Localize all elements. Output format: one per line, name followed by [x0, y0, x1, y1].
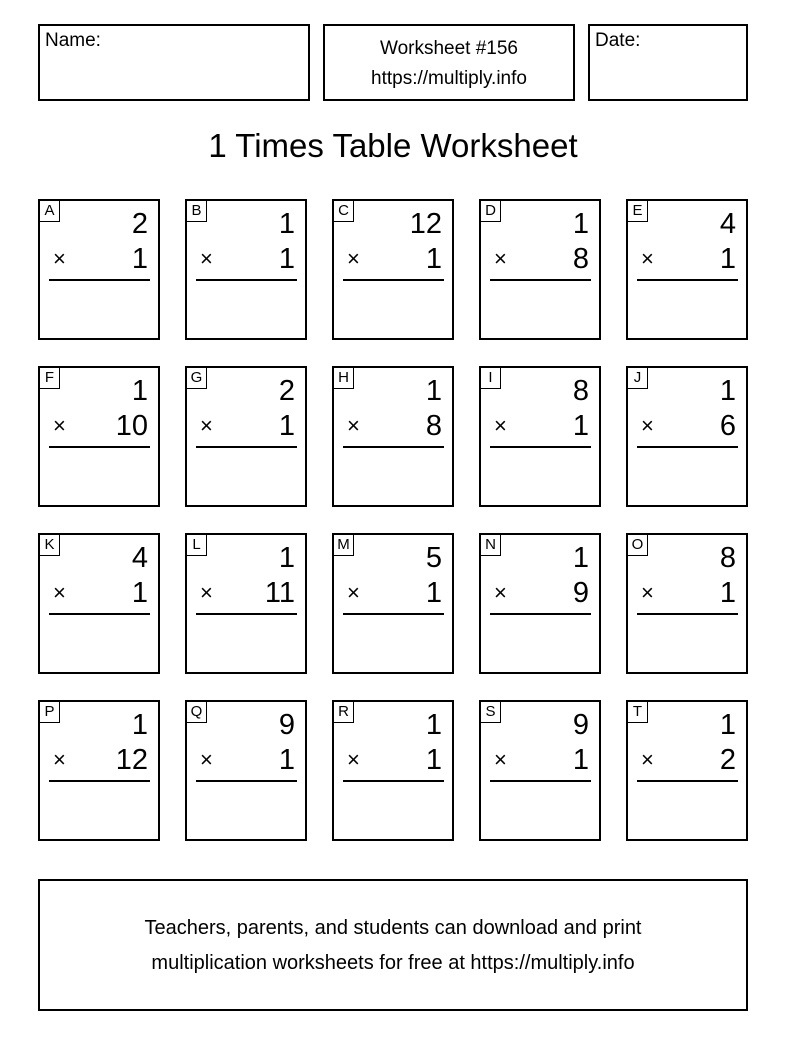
answer-line	[637, 613, 738, 615]
problem-multiplicand: 4	[719, 208, 736, 240]
answer-line	[490, 446, 591, 448]
problem-multiplicand: 1	[572, 208, 589, 240]
multiply-sign-icon: ×	[200, 747, 213, 772]
problem-letter: O	[628, 535, 648, 556]
problem-card[interactable]	[479, 366, 601, 507]
problem-multiplier: 1	[719, 243, 736, 275]
answer-line	[343, 446, 444, 448]
problem-multiplicand: 8	[572, 375, 589, 407]
worksheet-info-box	[323, 24, 575, 101]
problem-multiplier: 1	[131, 577, 148, 609]
answer-line	[490, 279, 591, 281]
problem-multiplier: 1	[719, 577, 736, 609]
multiply-sign-icon: ×	[200, 413, 213, 438]
answer-line	[637, 446, 738, 448]
multiply-sign-icon: ×	[200, 580, 213, 605]
problem-letter: F	[40, 368, 60, 389]
problem-multiplier: 1	[131, 243, 148, 275]
multiply-sign-icon: ×	[494, 246, 507, 271]
problem-multiplier: 1	[278, 410, 295, 442]
problem-multiplicand: 1	[719, 709, 736, 741]
multiply-sign-icon: ×	[494, 413, 507, 438]
answer-line	[196, 613, 297, 615]
multiply-sign-icon: ×	[347, 580, 360, 605]
answer-line	[196, 780, 297, 782]
problem-multiplicand: 9	[278, 709, 295, 741]
problem-letter: N	[481, 535, 501, 556]
problem-card[interactable]	[185, 199, 307, 340]
answer-line	[196, 279, 297, 281]
problem-card[interactable]	[332, 366, 454, 507]
problem-multiplicand: 1	[131, 709, 148, 741]
footer-box	[38, 879, 748, 1011]
problem-multiplicand: 1	[425, 375, 442, 407]
answer-line	[49, 780, 150, 782]
problem-multiplicand: 1	[425, 709, 442, 741]
answer-line	[343, 613, 444, 615]
problem-multiplier: 10	[115, 410, 148, 442]
problem-letter: E	[628, 201, 648, 222]
problem-multiplier: 1	[572, 410, 589, 442]
problem-multiplicand: 4	[131, 542, 148, 574]
problem-card[interactable]	[185, 533, 307, 674]
worksheet-url[interactable]: https://multiply.info	[371, 68, 527, 89]
name-field-box[interactable]	[38, 24, 310, 101]
problem-multiplier: 2	[719, 744, 736, 776]
problem-multiplicand: 9	[572, 709, 589, 741]
multiply-sign-icon: ×	[53, 580, 66, 605]
date-label: Date:	[595, 30, 641, 51]
date-field-box[interactable]	[588, 24, 748, 101]
problem-multiplier: 12	[115, 744, 148, 776]
problem-letter: I	[481, 368, 501, 389]
problem-letter: P	[40, 702, 60, 723]
problem-multiplicand: 1	[719, 375, 736, 407]
problem-letter: R	[334, 702, 354, 723]
multiply-sign-icon: ×	[347, 246, 360, 271]
answer-line	[637, 780, 738, 782]
multiply-sign-icon: ×	[494, 580, 507, 605]
page-title: 1 Times Table Worksheet	[208, 127, 578, 164]
problem-card[interactable]	[38, 366, 160, 507]
problem-multiplicand: 1	[131, 375, 148, 407]
problem-letter: K	[40, 535, 60, 556]
answer-line	[343, 780, 444, 782]
problem-multiplier: 1	[425, 243, 442, 275]
problem-card[interactable]	[332, 533, 454, 674]
problem-multiplier: 8	[572, 243, 589, 275]
problem-letter: T	[628, 702, 648, 723]
problem-multiplicand: 2	[131, 208, 148, 240]
answer-line	[49, 446, 150, 448]
answer-line	[49, 279, 150, 281]
answer-line	[343, 279, 444, 281]
multiply-sign-icon: ×	[641, 580, 654, 605]
problem-letter: J	[628, 368, 648, 389]
problem-card[interactable]	[479, 199, 601, 340]
problem-multiplier: 1	[425, 577, 442, 609]
problem-card[interactable]	[626, 366, 748, 507]
problem-letter: B	[187, 201, 207, 222]
problem-multiplicand: 2	[278, 375, 295, 407]
problem-card[interactable]	[38, 199, 160, 340]
multiply-sign-icon: ×	[200, 246, 213, 271]
name-label: Name:	[45, 30, 101, 51]
problem-letter: Q	[187, 702, 207, 723]
problem-letter: D	[481, 201, 501, 222]
problem-multiplier: 9	[572, 577, 589, 609]
problem-letter: L	[187, 535, 207, 556]
problem-multiplier: 11	[264, 577, 295, 609]
answer-line	[196, 446, 297, 448]
problem-multiplicand: 8	[719, 542, 736, 574]
problem-card[interactable]	[185, 366, 307, 507]
problem-multiplier: 6	[719, 410, 736, 442]
problem-card[interactable]	[332, 199, 454, 340]
problem-card[interactable]	[479, 533, 601, 674]
answer-line	[490, 780, 591, 782]
problem-card[interactable]	[185, 700, 307, 841]
problem-multiplier: 8	[425, 410, 442, 442]
multiply-sign-icon: ×	[53, 413, 66, 438]
problem-letter: M	[334, 535, 354, 556]
problem-multiplicand: 12	[409, 208, 442, 240]
problem-card[interactable]	[626, 700, 748, 841]
answer-line	[637, 279, 738, 281]
problem-letter: H	[334, 368, 354, 389]
problem-letter: A	[40, 201, 60, 222]
problem-card[interactable]	[38, 533, 160, 674]
multiply-sign-icon: ×	[641, 246, 654, 271]
worksheet-number: Worksheet #156	[379, 38, 518, 59]
problem-card[interactable]	[38, 700, 160, 841]
multiply-sign-icon: ×	[641, 747, 654, 772]
problem-card[interactable]	[626, 199, 748, 340]
multiply-sign-icon: ×	[347, 747, 360, 772]
multiply-sign-icon: ×	[641, 413, 654, 438]
problem-multiplier: 1	[572, 744, 589, 776]
problem-multiplicand: 1	[278, 542, 295, 574]
problem-letter: C	[334, 201, 354, 222]
problem-card[interactable]	[626, 533, 748, 674]
multiply-sign-icon: ×	[53, 747, 66, 772]
problem-letter: S	[481, 702, 501, 723]
multiply-sign-icon: ×	[53, 246, 66, 271]
problem-multiplier: 1	[278, 243, 295, 275]
answer-line	[49, 613, 150, 615]
footer-line-1: Teachers, parents, and students can download and print	[144, 917, 642, 939]
problem-card[interactable]	[332, 700, 454, 841]
problem-card[interactable]	[479, 700, 601, 841]
problem-multiplicand: 1	[572, 542, 589, 574]
problem-multiplicand: 1	[278, 208, 295, 240]
problem-multiplier: 1	[278, 744, 295, 776]
problem-multiplicand: 5	[425, 542, 442, 574]
footer-line-2: multiplication worksheets for free at https://multiply.info	[151, 952, 635, 974]
multiply-sign-icon: ×	[494, 747, 507, 772]
problem-letter: G	[187, 368, 207, 389]
answer-line	[490, 613, 591, 615]
problem-multiplier: 1	[425, 744, 442, 776]
multiply-sign-icon: ×	[347, 413, 360, 438]
